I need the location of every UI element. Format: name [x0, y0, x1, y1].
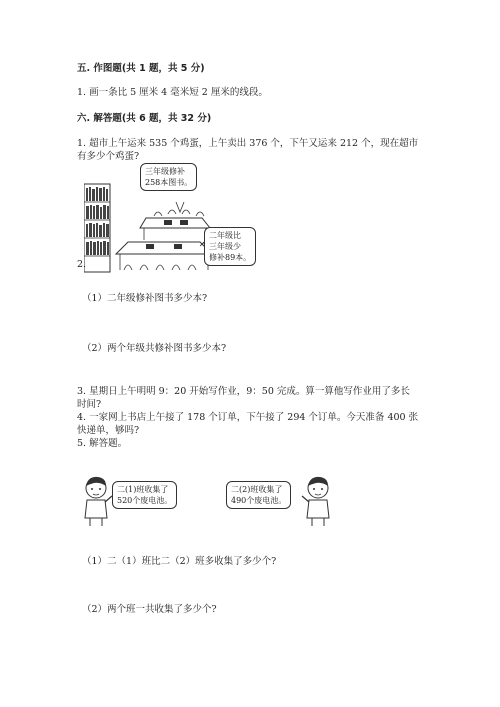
bubble-line: 三年级少: [209, 242, 241, 251]
question-6-5-sub2: （2）两个班一共收集了多少个?: [82, 604, 217, 615]
bubble-line: 二(2)班收集了: [231, 485, 283, 494]
bubble-line: 修补89本。: [209, 253, 252, 262]
bubble-line: 二年级比: [209, 231, 241, 240]
bubble-line: 二(1)班收集了: [117, 485, 169, 494]
question-6-3-line1: 3. 星期日上午明明 9：20 开始写作业，9：50 完成。算一算他写作业用了多长: [77, 386, 410, 397]
question-6-1-line2: 有多少个鸡蛋?: [77, 151, 140, 162]
bubble-line: 520个废电池。: [117, 496, 173, 505]
bubble-line: 258本图书。: [145, 178, 193, 187]
question-6-4-line2: 快递单，够吗?: [77, 425, 140, 436]
question-6-2-sub1: （1）二年级修补图书多少本?: [82, 293, 208, 304]
bubble-line: 490个废电池。: [231, 496, 287, 505]
question-6-2-sub2: （2）两个年级共修补图书多少本?: [82, 343, 227, 354]
question-5-1: 1. 画一条比 5 厘米 4 毫米短 2 厘米的线段。: [77, 87, 268, 98]
speech-bubble-class1: [112, 481, 177, 509]
question-6-1-line1: 1. 超市上午运来 535 个鸡蛋，上午卖出 376 个，下午又运来 212 个，现在超市: [77, 138, 419, 149]
section5-heading: 五. 作图题(共 1 题，共 5 分): [77, 63, 205, 74]
question-6-5-sub1: （1）二（1）班比二（2）班多收集了多少个?: [82, 556, 277, 567]
question-6-3-line2: 时间?: [77, 399, 102, 410]
question-6-4-line1: 4. 一家网上书店上午接了 178 个订单，下午接了 294 个订单。今天准备 400 张: [77, 412, 419, 423]
speech-bubble-class2: [226, 481, 291, 509]
question-6-5: 5. 解答题。: [77, 438, 128, 449]
bubble-line: 三年级修补: [145, 167, 185, 176]
speech-bubble-grade2: [204, 227, 256, 266]
section6-heading: 六. 解答题(共 6 题，共 32 分): [77, 113, 212, 124]
question-6-2-number: 2.: [77, 259, 87, 270]
speech-bubble-grade3: [140, 163, 197, 191]
